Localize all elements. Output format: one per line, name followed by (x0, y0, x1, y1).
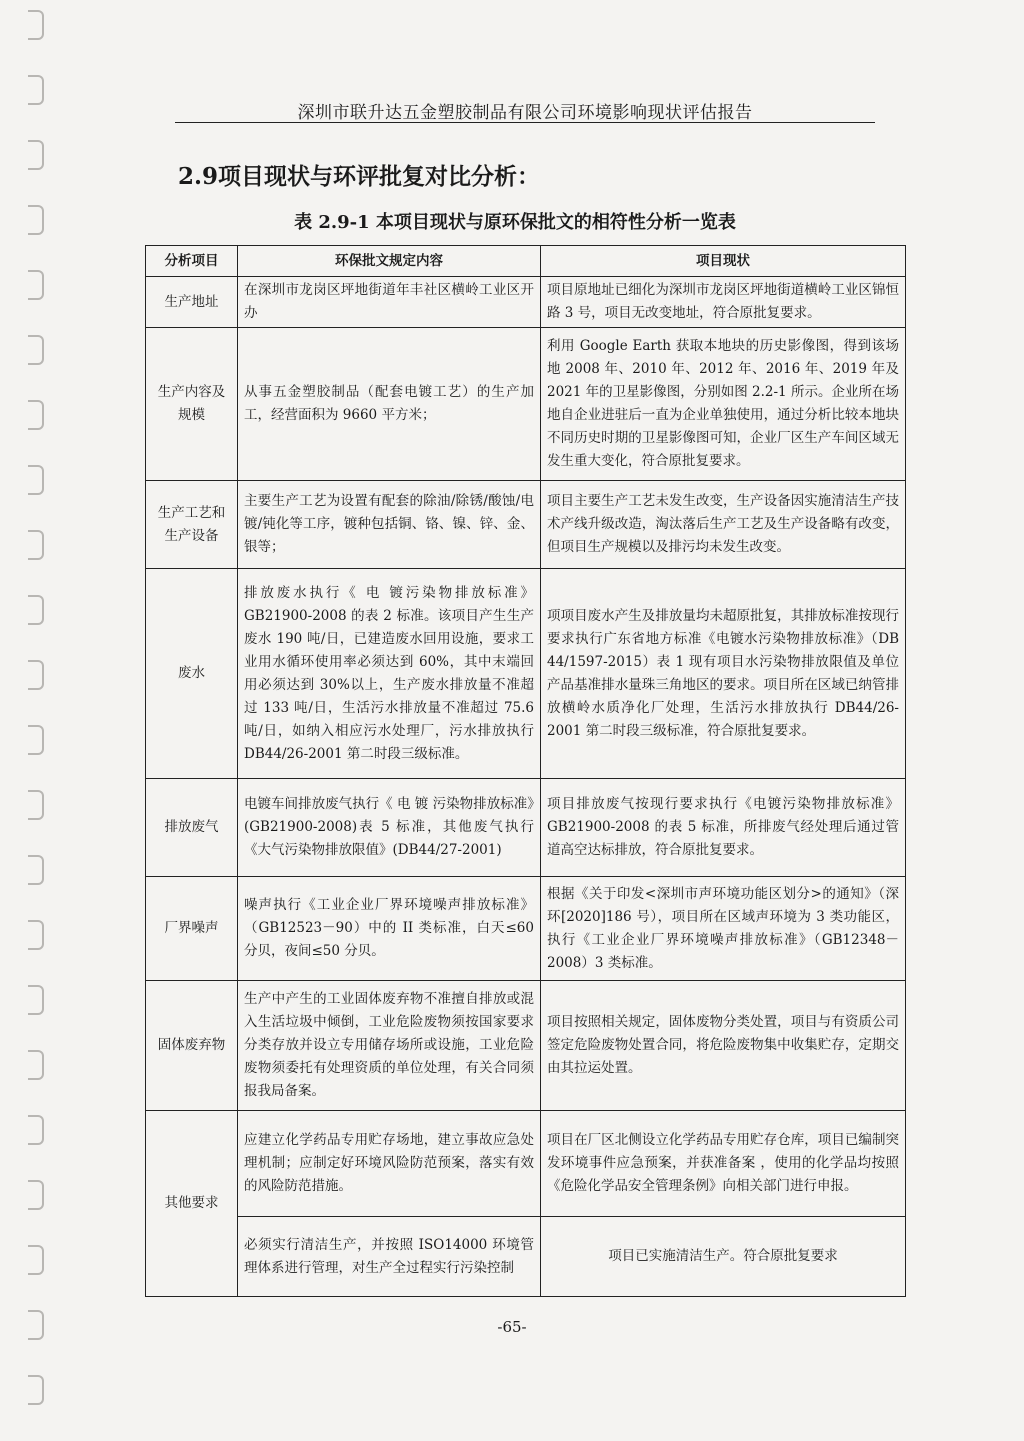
column-header: 环保批文规定内容 (238, 246, 541, 277)
row-status: 根据《关于印发<深圳市声环境功能区划分>的通知》（深环[2020]186 号），项目所在区域声环境为 3 类功能区，执行《工业企业厂界环境噪声排放标准》（GB12348－2008）3 类标准。 (541, 877, 906, 981)
table-row (146, 1217, 906, 1297)
row-status: 项目原地址已细化为深圳市龙岗区坪地街道横岭工业区锦恒路 3 号，项目无改变地址，符合原批复要求。 (541, 277, 906, 328)
table-row (146, 877, 906, 981)
binder-hole (28, 985, 44, 1015)
binder-hole (28, 400, 44, 430)
row-category: 生产内容及规模 (146, 328, 238, 481)
page-number: -65- (497, 1318, 527, 1336)
row-status: 项目按照相关规定，固体废物分类处置，项目与有资质公司签定危险废物处置合同，将危险废物集中收集贮存，定期交由其拉运处置。 (541, 981, 906, 1111)
binder-hole (28, 270, 44, 300)
binder-hole (28, 205, 44, 235)
row-status: 项目排放废气按现行要求执行《电镀污染物排放标准》GB21900-2008 的表 5 标准，所排废气经处理后通过管道高空达标排放，符合原批复要求。 (541, 779, 906, 877)
binder-hole (28, 1375, 44, 1405)
binder-hole (28, 1245, 44, 1275)
row-status: 项目主要生产工艺未发生改变，生产设备因实施清洁生产技术产线升级改造，淘汰落后生产工艺及生产设备略有改变，但项目生产规模以及排污均未发生改变。 (541, 481, 906, 569)
row-approval: 生产中产生的工业固体废弃物不准擅自排放或混入生活垃圾中倾倒，工业危险废物须按国家要求分类存放并设立专用储存场所或设施，工业危险废物须委托有处理资质的单位处理，有关合同须报我局备案。 (238, 981, 541, 1111)
row-category: 生产地址 (146, 277, 238, 328)
binder-hole (28, 530, 44, 560)
row-approval: 在深圳市龙岗区坪地街道年丰社区横岭工业区开办 (238, 277, 541, 328)
section-title: 2.9项目现状与环评批复对比分析： (178, 163, 541, 190)
header-rule (175, 122, 875, 123)
table-caption: 表 2.9-1 本项目现状与原环保批文的相符性分析一览表 (294, 212, 736, 233)
table-row (146, 779, 906, 877)
row-status: 项目已实施清洁生产。符合原批复要求 (541, 1217, 906, 1297)
binder-hole (28, 790, 44, 820)
table-row (146, 569, 906, 779)
table-row (146, 481, 906, 569)
row-category: 固体废弃物 (146, 981, 238, 1111)
binder-hole (28, 595, 44, 625)
row-status: 利用 Google Earth 获取本地块的历史影像图，得到该场地 2008 年、2010 年、2012 年、2016 年、2019 年及 2021 年的卫星影像图，分别如图 2.2-1 所示。企业所在场地自企业进驻后一直为企业单独使用，通过分析比较本地块不同历史时期的卫星影像图可知，企业厂区生产车间区域无发生重大变化，符合原批复要求。 (541, 328, 906, 481)
binder-hole (28, 75, 44, 105)
binder-hole (28, 1180, 44, 1210)
binder-hole (28, 1050, 44, 1080)
row-category: 排放废气 (146, 779, 238, 877)
row-status: 项项目废水产生及排放量均未超原批复，其排放标准按现行要求执行广东省地方标准《电镀水污染物排放标准》（DB 44/1597-2015）表 1 现有项目水污染物排放限值及单位产品基准排水量珠三角地区的要求。项目所在区域已纳管排放横岭水质净化厂处理，生活污水排放执行 DB44/26-2001 第二时段三级标准，符合原批复要求。 (541, 569, 906, 779)
row-category: 废水 (146, 569, 238, 779)
report-header: 深圳市联升达五金塑胶制品有限公司环境影响现状评估报告 (297, 103, 753, 123)
table-row (146, 1111, 906, 1217)
binder-hole (28, 335, 44, 365)
row-category: 厂界噪声 (146, 877, 238, 981)
binder-hole (28, 465, 44, 495)
binder-hole (28, 660, 44, 690)
row-status: 项目在厂区北侧设立化学药品专用贮存仓库，项目已编制突发环境事件应急预案，并获准备案 ，使用的化学品均按照《危险化学品安全管理条例》向相关部门进行申报。 (541, 1111, 906, 1217)
row-category: 其他要求 (146, 1111, 238, 1297)
row-approval: 噪声执行《工业企业厂界环境噪声排放标准》（GB12523－90）中的 II 类标准，白天≤60 分贝，夜间≤50 分贝。 (238, 877, 541, 981)
column-header: 分析项目 (146, 246, 238, 277)
row-approval: 从事五金塑胶制品（配套电镀工艺）的生产加工，经营面积为 9660 平方米； (238, 328, 541, 481)
row-approval: 排放废水执行《 电 镀污染物排放标准》GB21900-2008 的表 2 标准。该项目产生生产废水 190 吨/日，已建造废水回用设施，要求工业用水循环使用率必须达到 60%，其中末端回用必须达到 30%以上，生产废水排放量不准超过 133 吨/日，生活污水排放量不准超过 75.6 吨/日，如纳入相应污水处理厂，污水排放执行 DB44/26-2001 第二时段三级标准。 (238, 569, 541, 779)
comparison-table (145, 245, 906, 1297)
table-row (146, 277, 906, 328)
table-row (146, 328, 906, 481)
column-header: 项目现状 (541, 246, 906, 277)
binder-holes (0, 0, 60, 1441)
binder-hole (28, 725, 44, 755)
row-approval: 必须实行清洁生产，并按照 ISO14000 环境管理体系进行管理，对生产全过程实行污染控制 (238, 1217, 541, 1297)
row-category: 生产工艺和生产设备 (146, 481, 238, 569)
row-approval: 主要生产工艺为设置有配套的除油/除锈/酸蚀/电镀/钝化等工序，镀种包括铜、铬、镍、锌、金、银等； (238, 481, 541, 569)
binder-hole (28, 1115, 44, 1145)
binder-hole (28, 10, 44, 40)
table-row (146, 981, 906, 1111)
table-header-row (146, 246, 906, 277)
row-approval: 应建立化学药品专用贮存场地，建立事故应急处理机制；应制定好环境风险防范预案，落实有效的风险防范措施。 (238, 1111, 541, 1217)
binder-hole (28, 140, 44, 170)
binder-hole (28, 920, 44, 950)
row-approval: 电镀车间排放废气执行《 电 镀 污染物排放标准》(GB21900-2008)表 5 标准，其他废气执行《大气污染物排放限值》(DB44/27-2001) (238, 779, 541, 877)
binder-hole (28, 855, 44, 885)
